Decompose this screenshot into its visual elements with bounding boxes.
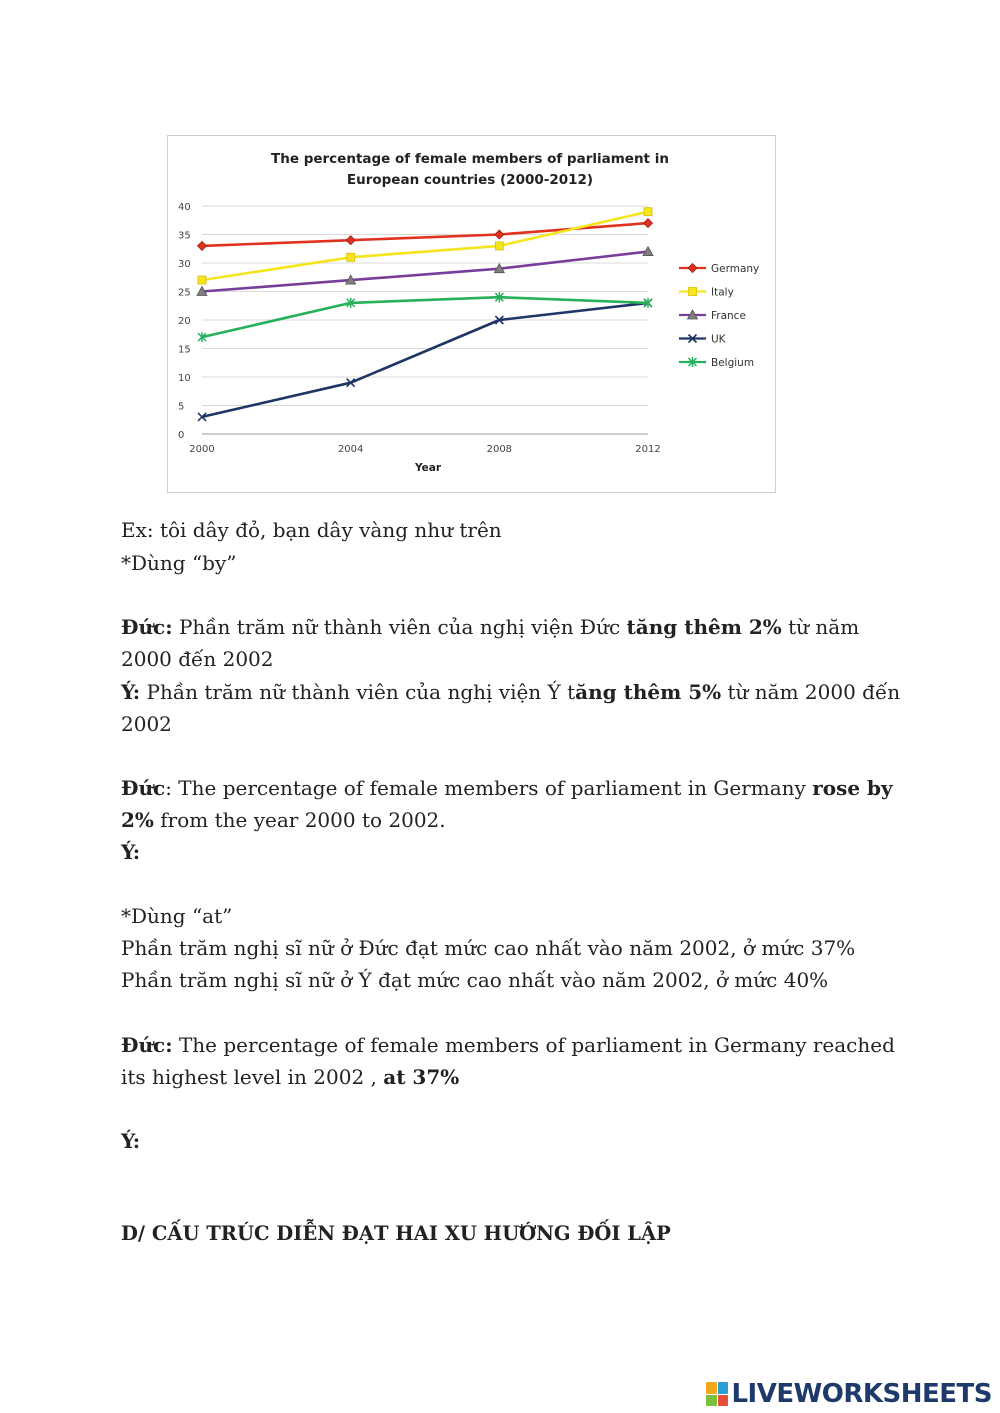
x-tick-label: 2012	[635, 444, 661, 455]
y-tick-label: 25	[178, 287, 191, 299]
p5a-text: Phần trăm nghị sĩ nữ ở Đức đạt mức cao nhất vào năm 2002, ở mức 37%	[121, 936, 856, 960]
y-tick-label: 40	[178, 202, 191, 213]
y-tick-label: 20	[178, 316, 191, 327]
p3-text1: : The percentage of female members of parliament in Germany	[165, 776, 813, 800]
section-at-label	[121, 900, 901, 932]
logo-mark-cell	[706, 1395, 717, 1407]
paragraph-italy-peak-en	[121, 1125, 901, 1157]
liveworksheets-logo	[706, 1378, 992, 1410]
p2-text2: từ năm 2000 đến 2002	[121, 680, 901, 737]
germany-label: Đức:	[121, 1033, 173, 1057]
y-tick-label: 0	[178, 430, 185, 441]
p6-bold2: at 37%	[383, 1065, 460, 1090]
example-line	[121, 514, 901, 546]
data-point-diamond	[644, 219, 653, 228]
data-point-square	[198, 276, 206, 284]
data-point-square	[347, 253, 355, 261]
paragraph-germany-en	[121, 772, 901, 837]
legend-label: UK	[711, 333, 726, 346]
series-line-belgium	[202, 297, 648, 337]
dung-at-text: *Dùng “at”	[121, 904, 233, 928]
p1-text2: từ năm 2000 đến 2002	[121, 615, 860, 672]
p2-text1: Phần trăm nữ thành viên của nghị viện Ý t	[140, 680, 576, 704]
data-point-diamond	[198, 241, 207, 250]
series-line-france	[202, 252, 648, 292]
data-point-square	[495, 242, 503, 250]
p3-text2: from the year 2000 to 2002.	[153, 808, 446, 833]
series-line-italy	[202, 212, 648, 280]
paragraph-germany-peak-vn	[121, 932, 901, 964]
chart-title-line: The percentage of female members of parliament in	[271, 151, 669, 167]
section-heading: D/ CẤU TRÚC DIỄN ĐẠT HAI XU HƯỚNG ĐỐI LẬP	[121, 1222, 671, 1245]
p2-bold2: ăng thêm 5%	[575, 680, 722, 704]
paragraph-italy-peak-vn	[121, 964, 901, 996]
data-point-diamond	[346, 236, 355, 245]
x-tick-label: 2004	[337, 444, 364, 455]
x-axis-label: Year	[414, 462, 442, 474]
legend-label: France	[711, 310, 746, 322]
y-tick-label: 30	[178, 259, 191, 270]
paragraph-italy-en	[121, 836, 901, 868]
section-by-label	[121, 547, 901, 579]
p5b-text: Phần trăm nghị sĩ nữ ở Ý đạt mức cao nhất vào năm 2002, ở mức 40%	[121, 968, 829, 992]
y-tick-label: 5	[178, 401, 185, 413]
chart-title-line: European countries (2000-2012)	[346, 172, 594, 188]
italy-label: Ý:	[121, 1129, 141, 1153]
p3-bold2: rose by 2%	[121, 776, 893, 833]
italy-label: Ý:	[121, 680, 141, 704]
p1-text1: Phần trăm nữ thành viên của nghị viện Đức	[172, 615, 627, 639]
dung-by-text: *Dùng “by”	[121, 551, 237, 575]
data-point-diamond	[688, 264, 697, 273]
germany-label: Đức	[121, 776, 166, 800]
germany-label: Đức:	[121, 615, 173, 639]
logo-mark-cell	[718, 1395, 729, 1407]
logo-mark-cell	[718, 1382, 729, 1394]
example-text: Ex: tôi dây đỏ, bạn dây vàng như trên	[121, 518, 502, 542]
paragraph-germany-vn	[121, 611, 901, 676]
x-tick-label: 2000	[189, 444, 215, 455]
logo-mark-cell	[706, 1382, 717, 1394]
chart-container	[167, 135, 776, 493]
legend-label: Belgium	[711, 357, 755, 369]
italy-label: Ý:	[121, 840, 141, 864]
p1-bold2: tăng thêm 2%	[626, 615, 782, 639]
y-tick-label: 35	[178, 230, 191, 242]
y-tick-label: 15	[178, 344, 191, 356]
logo-mark-icon	[706, 1382, 728, 1406]
x-tick-label: 2008	[486, 444, 513, 455]
paragraph-germany-peak-en	[121, 1029, 901, 1094]
p6-text1: The percentage of female members of parliament in Germany reached its highest level in 2002 ,	[121, 1033, 895, 1090]
line-chart	[168, 136, 775, 492]
legend-label: Italy	[711, 286, 734, 299]
logo-text: LIVEWORKSHEETS	[731, 1379, 992, 1409]
data-point-square	[689, 288, 697, 296]
legend-label: Germany	[711, 263, 760, 275]
data-point-diamond	[495, 230, 504, 239]
y-tick-label: 10	[178, 373, 191, 384]
data-point-square	[644, 208, 652, 216]
paragraph-italy-vn	[121, 676, 901, 741]
